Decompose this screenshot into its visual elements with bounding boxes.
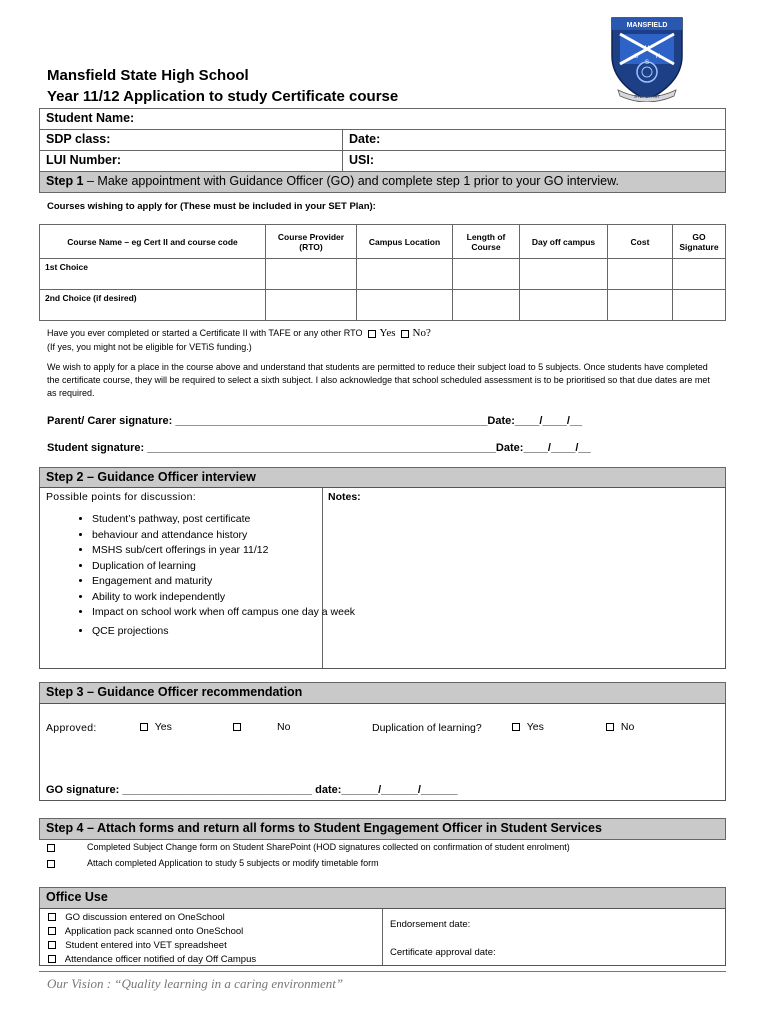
student-name-field[interactable] [40,109,725,129]
step3-heading [39,682,726,704]
office-use-heading [39,887,726,909]
student-name-label: Student Name: [46,111,135,125]
second-choice-label: 2nd Choice (if desired) [40,290,266,321]
col-day-off: Day off campus [520,225,608,259]
table-cell[interactable] [608,290,673,321]
list-item: • Duplication of learning [92,559,362,575]
step1-heading-bold: Step 1 [46,174,84,188]
student-name-row [39,108,726,130]
duplication-no-checkbox[interactable] [606,723,614,731]
step4-item-text: Attach completed Application to study 5 subjects or modify timetable form [87,858,379,868]
table-cell[interactable] [453,259,520,290]
lui-usi-row [39,150,726,172]
col-campus-location: Campus Location [357,225,453,259]
logo-motto: STEADFAST [633,94,661,99]
footer-divider [39,971,726,972]
office-checkbox[interactable] [48,955,56,963]
approved-no-label: No [277,721,291,733]
discussion-points-list [40,512,362,639]
step4-checkbox[interactable] [47,860,55,868]
step4-item [47,842,570,852]
step2-box [39,487,726,669]
usi-label: USI: [349,153,374,167]
date-field[interactable] [343,130,725,150]
step3-box [39,703,726,801]
table-cell[interactable] [608,259,673,290]
step2-heading [39,467,726,488]
approved-label: Approved: [46,722,97,734]
office-checklist [48,911,256,967]
list-item: • Ability to work independently [92,590,362,606]
approved-yes-label: Yes [154,721,172,733]
step4-checkbox[interactable] [47,844,55,852]
list-item [48,925,256,939]
step4-heading [39,818,726,840]
approved-no [233,721,290,733]
table-cell[interactable] [673,290,726,321]
office-use-heading-text: Office Use [46,890,108,904]
vision-statement: Our Vision : “Quality learning in a caring environment” [47,976,344,991]
list-item [48,911,256,925]
points-label: Possible points for discussion: [46,491,196,503]
approved-yes-checkbox[interactable] [140,723,148,731]
col-course-provider: Course Provider (RTO) [266,225,357,259]
list-item: • Impact on school work when off campus one day a week [92,605,362,621]
table-cell[interactable] [357,259,453,290]
duplication-no [606,721,634,733]
sdp-date-row [39,129,726,151]
divider [382,909,383,965]
step4-heading-text: Step 4 – Attach forms and return all forms to Student Engagement Officer in Student Services [46,821,602,835]
cert-question: Have you ever completed or started a Certificate II with TAFE or any other RTO [47,328,363,338]
logo-letter: H [655,54,661,60]
student-signature-line[interactable]: Student signature: _________________________________________________________Date:____/____/__ [47,442,591,454]
lui-number-field[interactable] [40,151,343,171]
office-checkbox[interactable] [48,927,56,935]
courses-intro: Courses wishing to apply for (These must be included in your SET Plan): [47,201,376,212]
office-item-text: Student entered into VET spreadsheet [65,940,227,951]
duplication-yes-checkbox[interactable] [512,723,520,731]
office-checkbox[interactable] [48,913,56,921]
step1-heading-text: – Make appointment with Guidance Officer (GO) and complete step 1 prior to your GO interview. [83,174,619,188]
office-item-text: Attendance officer notified of day Off Campus [64,954,257,965]
office-use-box [39,908,726,966]
lui-number-label: LUI Number: [46,153,121,167]
duplication-label: Duplication of learning? [372,722,482,734]
no-checkbox[interactable] [401,330,409,338]
logo-letter: S [633,54,639,60]
duplication-yes-label: Yes [526,721,544,733]
notes-label: Notes: [328,491,361,503]
no-label: No? [412,327,431,339]
sdp-class-label: SDP class: [46,132,111,146]
form-title: Year 11/12 Application to study Certificate course [47,88,399,105]
duplication-yes [512,721,544,733]
vetis-note: (If yes, you might not be eligible for VETiS funding.) [47,342,252,352]
yes-label: Yes [379,327,396,339]
school-name: Mansfield State High School [47,67,249,84]
list-item [48,953,256,967]
office-item-text: Application pack scanned onto OneSchool [64,926,244,937]
step4-item-text: Completed Subject Change form on Student SharePoint (HOD signatures collected on confirmation of student enrolment) [87,842,570,852]
office-checkbox[interactable] [48,941,56,949]
table-cell[interactable] [357,290,453,321]
yes-checkbox[interactable] [368,330,376,338]
table-row [40,259,726,290]
step1-heading [39,171,726,193]
school-crest-logo [606,16,688,102]
table-cell[interactable] [520,290,608,321]
notes-area[interactable] [328,508,718,663]
list-item: • Engagement and maturity [92,574,362,590]
col-go-signature: GO Signature [673,225,726,259]
list-item: • behaviour and attendance history [92,528,362,544]
declaration-text: We wish to apply for a place in the course above and understand that students are permitted to reduce their subject load to 5 subjects. Once students have completed the certificate course, they will be required to select a sixth subject. I also acknowledge that school scheduled assessment is to be prioritised so that due dates are met as required. [47,362,710,398]
table-row [40,290,726,321]
duplication-no-label: No [620,721,635,733]
logo-title-text: MANSFIELD [626,22,668,29]
logo-letter: M [644,46,650,52]
date-label: Date: [349,132,381,146]
approved-no-checkbox[interactable] [233,723,241,731]
col-cost: Cost [608,225,673,259]
certificate-approval-date[interactable]: Certificate approval date: [390,947,496,958]
usi-field[interactable] [343,151,725,171]
list-item [48,939,256,953]
approved-yes [140,721,172,733]
office-item-text: GO discussion entered on OneSchool [65,912,225,923]
first-choice-label: 1st Choice [40,259,266,290]
sdp-class-field[interactable] [40,130,343,150]
list-item: • MSHS sub/cert offerings in year 11/12 [92,543,362,559]
table-cell[interactable] [266,290,357,321]
col-length: Length of Course [453,225,520,259]
col-course-name: Course Name – eg Cert II and course code [40,225,266,259]
list-item: • QCE projections [92,624,362,640]
go-signature-line[interactable]: GO signature: _______________________________ date:______/______/______ [46,784,458,796]
cert-question-line [47,327,431,339]
list-item: • Student’s pathway, post certificate [92,512,362,528]
endorsement-date[interactable]: Endorsement date: [390,919,471,930]
parent-signature-line[interactable]: Parent/ Carer signature: ___________________________________________________Date:____/____/__ [47,415,583,427]
table-cell[interactable] [520,259,608,290]
step4-item [47,858,379,868]
table-cell[interactable] [453,290,520,321]
step2-heading-text: Step 2 – Guidance Officer interview [46,470,256,484]
table-cell[interactable] [266,259,357,290]
table-cell[interactable] [673,259,726,290]
step3-heading-text: Step 3 – Guidance Officer recommendation [46,685,303,699]
courses-table [39,224,726,321]
logo-letter: S [644,60,650,66]
